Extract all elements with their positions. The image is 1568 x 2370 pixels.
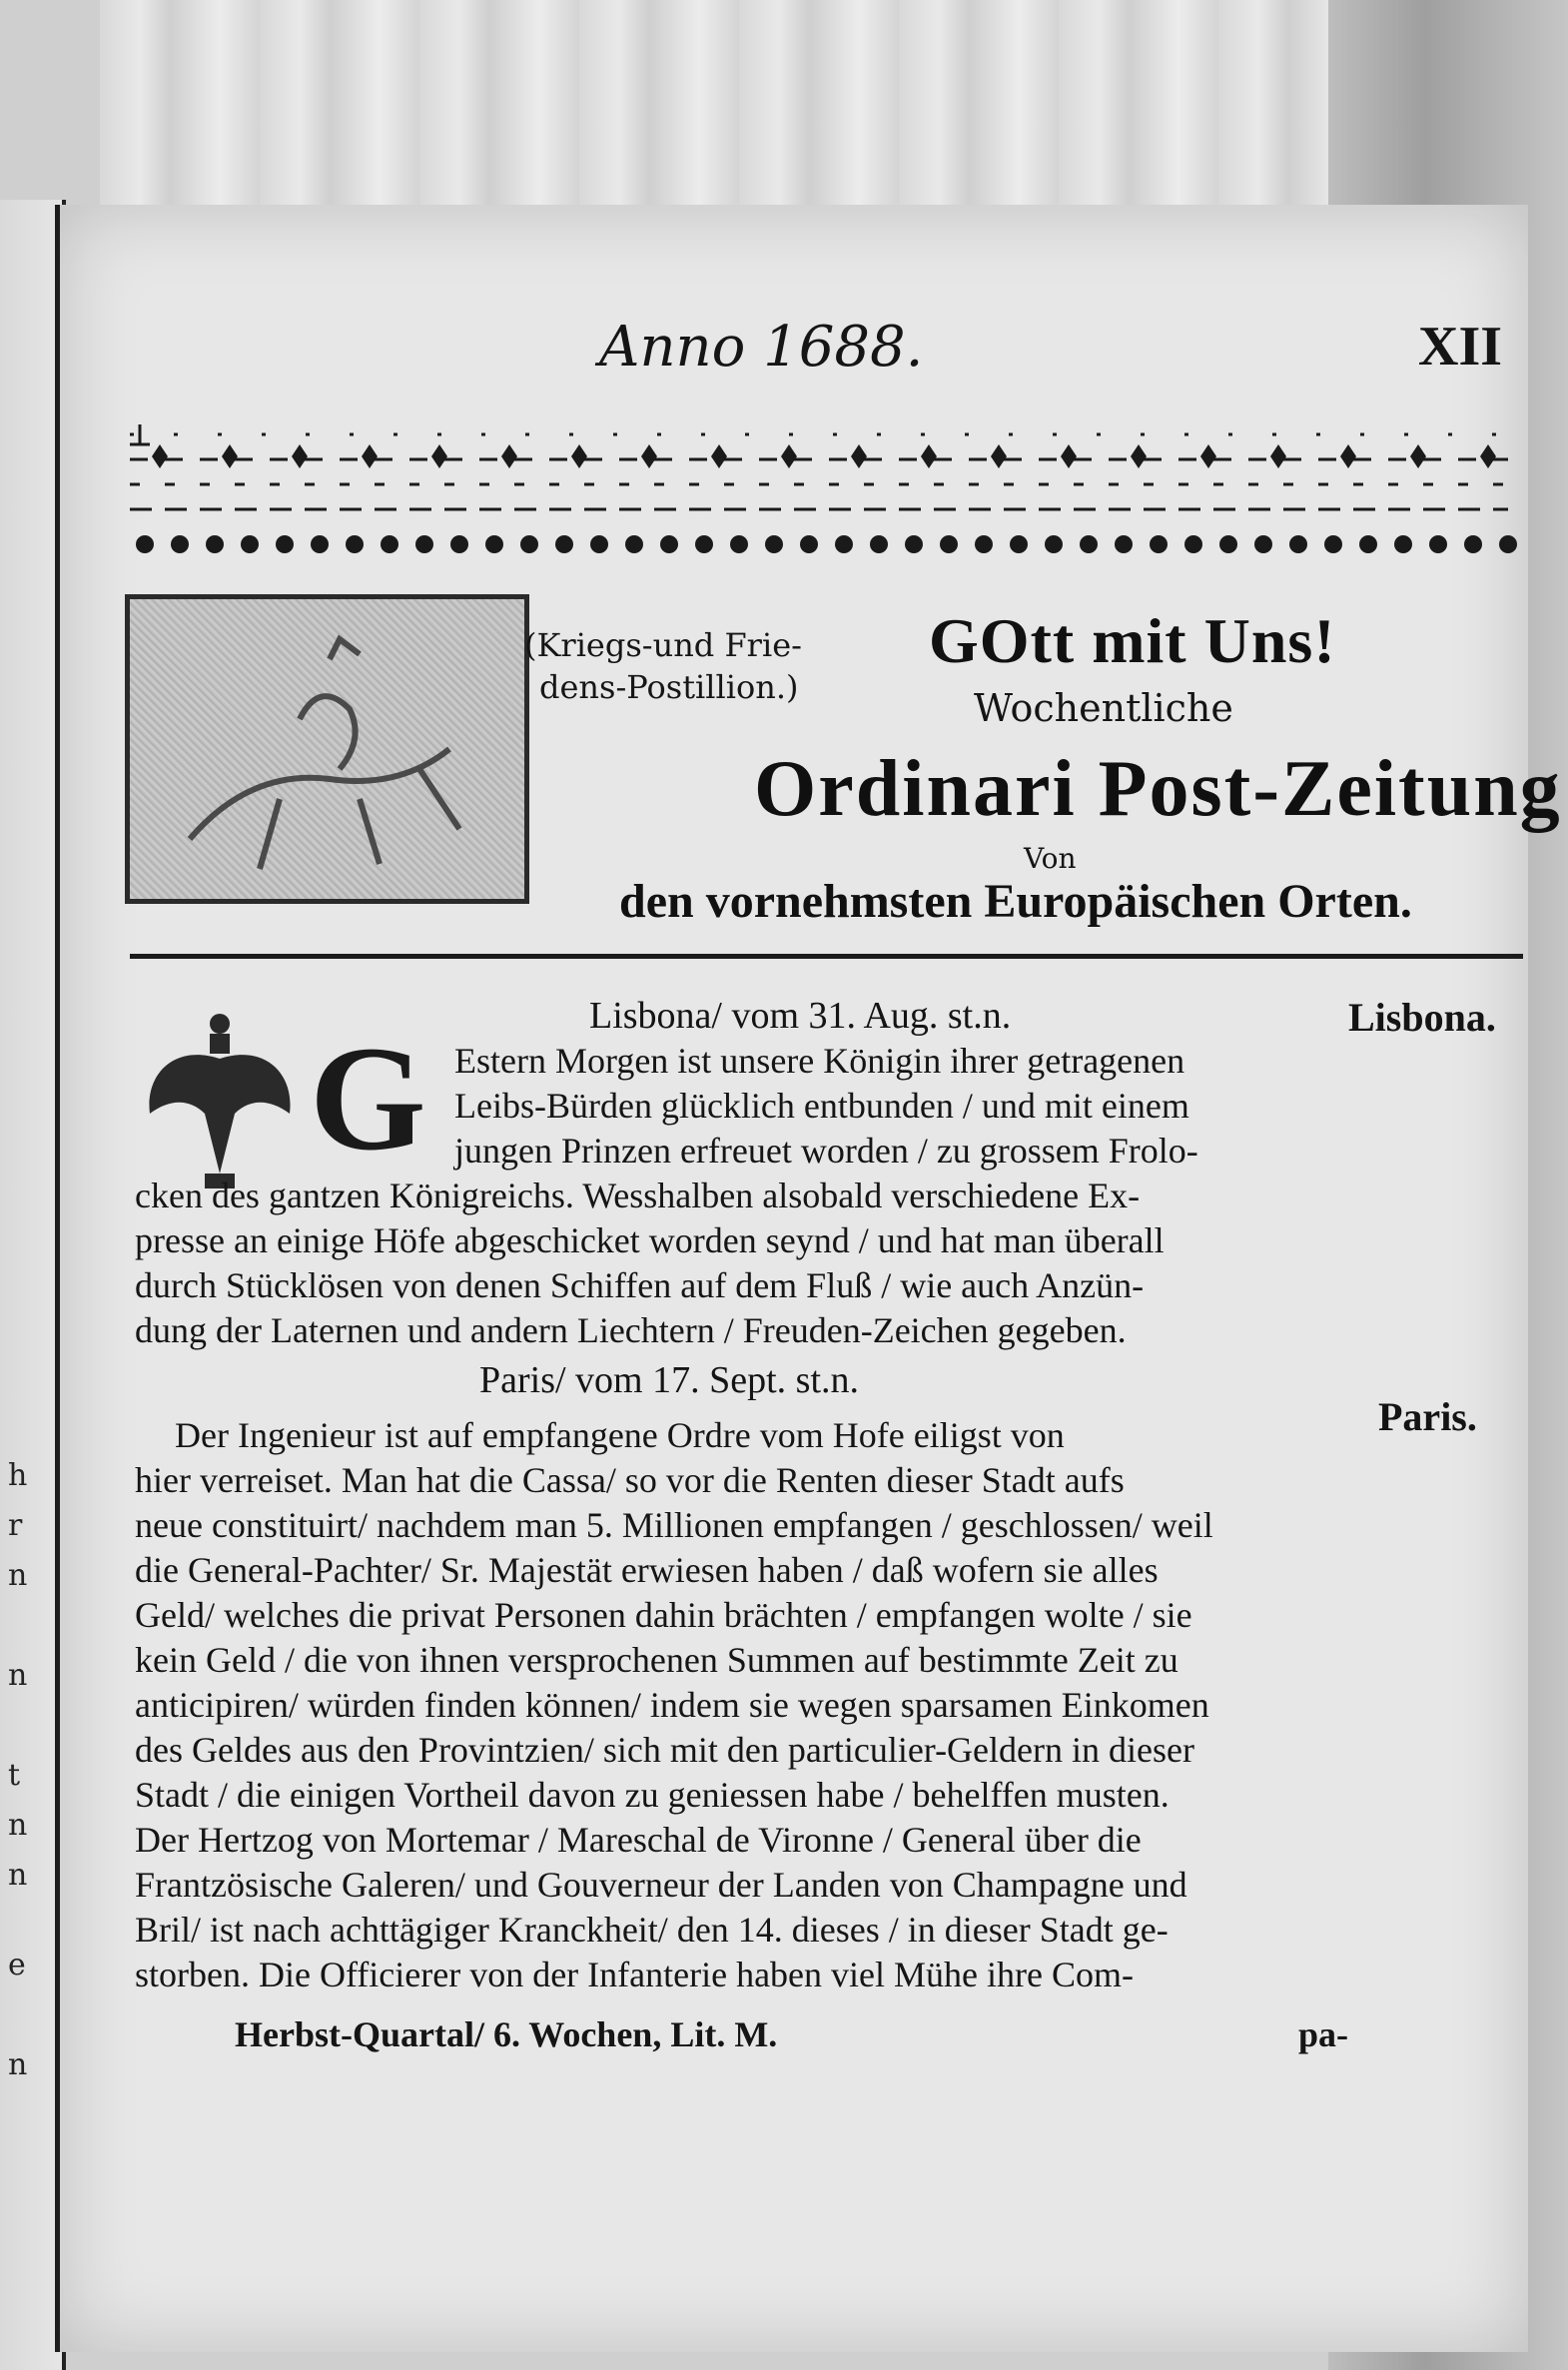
page-fragment: n bbox=[8, 1858, 28, 1893]
masthead-wochentliche: Wochentliche bbox=[974, 686, 1233, 730]
article-line: Der Hertzog von Mortemar / Mareschal de Vironne / General über die bbox=[135, 1820, 1142, 1860]
article-line: presse an einige Höfe abgeschicket worden seynd / und hat man überall bbox=[135, 1220, 1165, 1260]
article-line: kein Geld / die von ihnen versprochenen Summen auf bestimmte Zeit zu bbox=[135, 1640, 1178, 1680]
newspaper-subtitle: den vornehmsten Europäischen Orten. bbox=[619, 875, 1412, 928]
article-line: die General-Pachter/ Sr. Majestät erwiesen haben / daß wofern sie alles bbox=[135, 1550, 1159, 1590]
dateline-lisbona: Lisbona/ vom 31. Aug. st.n. bbox=[589, 995, 1012, 1037]
newspaper-page bbox=[55, 205, 1562, 2352]
page-fragment: n bbox=[8, 1558, 28, 1593]
page-fragment: t bbox=[8, 1758, 21, 1793]
page-fragment: e bbox=[8, 1948, 26, 1982]
article-line: anticipiren/ würden finden können/ indem sie wegen sparsamen Einkomen bbox=[135, 1685, 1209, 1725]
masthead-kriegs: (Kriegs-und Frie- bbox=[524, 626, 802, 664]
masthead-postillion: dens-Postillion.) bbox=[539, 668, 799, 706]
rider-illustration bbox=[130, 599, 524, 899]
signature-line: Herbst-Quartal/ 6. Wochen, Lit. M. bbox=[235, 2014, 778, 2054]
article-line: durch Stücklösen von denen Schiffen auf dem Fluß / wie auch Anzün- bbox=[135, 1265, 1145, 1305]
article-line: hier verreiset. Man hat die Cassa/ so vor die Renten dieser Stadt aufs bbox=[135, 1460, 1125, 1500]
catchword: pa- bbox=[1298, 2014, 1349, 2054]
masthead-motto: GOtt mit Uns! bbox=[929, 605, 1336, 676]
article-line: Estern Morgen ist unsere Königin ihrer getragenen bbox=[454, 1041, 1185, 1081]
article-line: Stadt / die einigen Vortheil davon zu geniessen habe / behelffen musten. bbox=[135, 1775, 1170, 1815]
page-fragment: n bbox=[8, 1808, 28, 1843]
page-fragment: r bbox=[8, 1508, 23, 1543]
article-line: Frantzösische Galeren/ und Gouverneur der Landen von Champagne und bbox=[135, 1865, 1187, 1905]
ornament-border bbox=[120, 414, 1518, 564]
page-fragment: n bbox=[8, 2047, 28, 2082]
margin-note-paris: Paris. bbox=[1378, 1394, 1477, 1439]
article-line: Bril/ ist nach achttägiger Kranckheit/ den 14. dieses / in dieser Stadt ge- bbox=[135, 1910, 1169, 1950]
article-line: jungen Prinzen erfreuet worden / zu grossem Frolo- bbox=[454, 1131, 1198, 1171]
article-line: des Geldes aus den Provintzien/ sich mit den particulier-Geldern in dieser bbox=[135, 1730, 1194, 1770]
article-line: neue constituirt/ nachdem man 5. Millionen empfangen / geschlossen/ weil bbox=[135, 1505, 1213, 1545]
article-line: cken des gantzen Königreichs. Wesshalben alsobald verschiedene Ex- bbox=[135, 1176, 1141, 1215]
article-line: Der Ingenieur ist auf empfangene Ordre vom Hofe eiligst von bbox=[175, 1415, 1065, 1455]
dateline-paris: Paris/ vom 17. Sept. st.n. bbox=[479, 1359, 860, 1401]
article-line: storben. Die Officierer von der Infanterie haben viel Mühe ihre Com- bbox=[135, 1955, 1134, 1994]
wooden-background bbox=[100, 0, 1528, 215]
year-header: Anno 1688. bbox=[599, 315, 924, 380]
page-fragment: n bbox=[8, 1658, 28, 1693]
article-line: dung der Laternen und andern Liechtern / Freuden-Zeichen gegeben. bbox=[135, 1310, 1127, 1350]
margin-note-lisbona: Lisbona. bbox=[1348, 995, 1496, 1040]
issue-number: XII bbox=[1418, 316, 1503, 378]
page-fragment: h bbox=[8, 1458, 28, 1493]
divider-rule bbox=[130, 954, 1523, 959]
article-line: Leibs-Bürden glücklich entbunden / und mit einem bbox=[454, 1086, 1189, 1126]
masthead-von: Von bbox=[1024, 842, 1077, 875]
horse-rider-woodcut bbox=[125, 594, 529, 904]
drop-cap-initial: G bbox=[310, 1016, 426, 1182]
article-line: Geld/ welches die privat Personen dahin brächten / empfangen wolte / sie bbox=[135, 1595, 1192, 1635]
newspaper-title: Ordinari Post-Zeitung bbox=[754, 745, 1562, 833]
